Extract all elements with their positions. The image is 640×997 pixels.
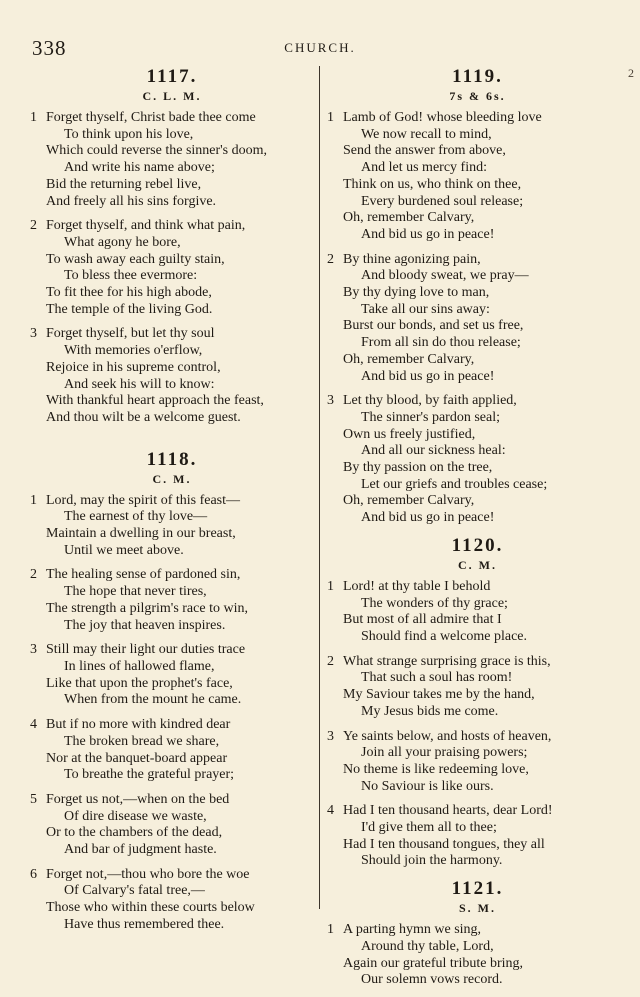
verse-line: The hope that never tires, [64, 584, 207, 600]
verse-line: Have thus remembered thee. [64, 916, 225, 932]
stanza [325, 654, 630, 721]
verse-line: By thine agonizing pain, [343, 251, 481, 267]
stanza-number: 1 [327, 922, 334, 938]
stanza [28, 642, 316, 709]
verse-line: Our solemn vows record. [361, 972, 503, 988]
verse-line: Should join the harmony. [361, 853, 503, 869]
stanza [325, 252, 630, 386]
verse-line: With thankful heart approach the feast, [46, 393, 264, 409]
verse-line: And bar of judgment haste. [64, 842, 217, 858]
verse-line: Had I ten thousand tongues, they all [343, 836, 545, 852]
verse-line: Lamb of God! whose bleeding love [343, 110, 542, 125]
verse-line: To fit thee for his high abode, [46, 285, 212, 301]
verse-line: And bid us go in peace! [361, 368, 495, 384]
stanza-number: 2 [30, 567, 37, 583]
stanza [28, 110, 316, 210]
stanza [325, 922, 630, 989]
stanza [28, 567, 316, 634]
stanza [325, 110, 630, 244]
verse-line: Let thy blood, by faith applied, [343, 393, 517, 409]
verse-line: And thou wilt be a welcome guest. [46, 409, 241, 425]
stanza-number: 3 [30, 642, 37, 658]
verse-line: Maintain a dwelling in our breast, [46, 526, 236, 542]
verse-line: Still may their light our duties trace [46, 642, 246, 658]
verse-line: To wash away each guilty stain, [46, 251, 225, 267]
verse-line: What strange surprising grace is this, [343, 653, 551, 669]
verse-line: Nor at the banquet-board appear [46, 750, 228, 766]
verse-line: And seek his will to know: [64, 376, 215, 392]
stanza-number: 1 [327, 110, 334, 125]
left-column [28, 66, 316, 942]
page-number: 338 [32, 36, 67, 60]
verse-line: By thy passion on the tree, [343, 460, 493, 476]
verse-line: Those who within these courts below [46, 900, 255, 916]
verse-line: The sinner's pardon seal; [361, 409, 500, 425]
verse-line: Or to the chambers of the dead, [46, 825, 223, 841]
verse-line: Which could reverse the sinner's doom, [46, 143, 268, 159]
hymn-meter: C. M. [152, 471, 192, 486]
verse-line: Forget thyself, Christ bade thee come [46, 110, 256, 125]
verse-line: And all our sickness heal: [361, 443, 506, 459]
verse-line: And let us mercy find: [361, 160, 487, 176]
stanza-number: 1 [30, 110, 37, 125]
stanza-number: 3 [327, 393, 334, 409]
hymn-number: 1118. [146, 448, 198, 470]
verse-line: Until we meet above. [64, 542, 184, 558]
stanza [325, 579, 630, 646]
stanza [325, 803, 630, 870]
stanza-number: 5 [30, 791, 37, 807]
stanza-number: 1 [327, 578, 334, 594]
verse-line: Ye saints below, and hosts of heaven, [343, 728, 552, 744]
stanza-number: 1 [30, 492, 37, 508]
verse-line: Lord! at thy table I behold [343, 578, 491, 594]
hymn-number: 1119. [452, 66, 503, 87]
verse-line: To think upon his love, [64, 126, 194, 142]
verse-line: Burst our bonds, and set us free, [343, 318, 524, 334]
verse-line: By thy dying love to man, [343, 285, 490, 301]
verse-line: We now recall to mind, [361, 126, 492, 142]
verse-line: Should find a welcome place. [361, 628, 528, 644]
hymn-1121 [325, 878, 630, 989]
hymn-meter: C. L. M. [142, 89, 202, 103]
hymn-number: 1121. [451, 878, 504, 900]
edge-mark: 2 [628, 66, 634, 80]
verse-line: Send the answer from above, [343, 143, 506, 159]
verse-line: The earnest of thy love— [64, 509, 208, 525]
verse-line: Forget thyself, and think what pain, [46, 218, 246, 234]
stanza [28, 867, 316, 934]
verse-line: Oh, remember Calvary, [343, 351, 475, 367]
stanza [325, 729, 630, 796]
verse-line: Own us freely justified, [343, 426, 476, 442]
stanza-number: 2 [327, 251, 334, 267]
verse-line: Take all our sins away: [361, 301, 490, 317]
stanza [325, 393, 630, 527]
verse-line: Oh, remember Calvary, [343, 493, 475, 509]
verse-line: When from the mount he came. [64, 692, 242, 708]
verse-line: That such a soul has room! [361, 670, 513, 686]
verse-line: Of dire disease we waste, [64, 808, 207, 824]
verse-line: Think on us, who think on thee, [343, 176, 522, 192]
verse-line: Again our grateful tribute bring, [343, 955, 524, 971]
verse-line: The joy that heaven inspires. [64, 617, 226, 633]
verse-line: Forget not,—thou who bore the woe [46, 866, 250, 882]
verse-line: And bid us go in peace! [361, 226, 495, 242]
verse-line: But if no more with kindred dear [46, 717, 231, 733]
verse-line: The wonders of thy grace; [361, 595, 508, 611]
stanza-number: 2 [30, 218, 37, 234]
verse-line: But most of all admire that I [343, 612, 502, 628]
stanza-number: 6 [30, 866, 37, 882]
verse-line: Oh, remember Calvary, [343, 210, 475, 226]
verse-line: A parting hymn we sing, [343, 922, 482, 938]
verse-line: Join all your praising powers; [361, 745, 528, 761]
verse-line: Forget us not,—when on the bed [46, 791, 230, 807]
right-column [325, 66, 630, 997]
hymn-1117 [28, 66, 316, 427]
verse-line: Around thy table, Lord, [361, 938, 494, 954]
verse-line: Lord, may the spirit of this feast— [46, 492, 241, 508]
verse-line: Of Calvary's fatal tree,— [64, 883, 205, 899]
verse-line: And bid us go in peace! [361, 510, 495, 526]
stanza-number: 2 [327, 653, 334, 669]
hymn-meter: 7s & 6s. [449, 89, 506, 103]
running-head: CHURCH. [284, 40, 356, 55]
verse-line: The broken bread we share, [64, 733, 220, 749]
verse-line: My Jesus bids me come. [361, 703, 499, 719]
verse-line: And bloody sweat, we pray— [361, 268, 529, 284]
verse-line: And freely all his sins forgive. [46, 193, 217, 209]
verse-line: Let our griefs and troubles cease; [361, 476, 548, 492]
verse-line: Every burdened soul release; [361, 193, 524, 209]
verse-line: What agony he bore, [64, 234, 181, 250]
stanza-number: 4 [30, 717, 37, 733]
verse-line: Forget thyself, but let thy soul [46, 326, 215, 342]
hymn-1120 [325, 535, 630, 870]
column-divider [319, 66, 320, 909]
hymn-number: 1117. [146, 66, 198, 87]
hymn-meter: C. M. [458, 557, 497, 572]
stanza [28, 717, 316, 784]
hymn-1119 [325, 66, 630, 527]
stanza [28, 493, 316, 560]
verse-line: No Saviour is like ours. [361, 778, 494, 794]
verse-line: With memories o'erflow, [64, 343, 203, 359]
verse-line: In lines of hallowed flame, [64, 658, 215, 674]
stanza-number: 4 [327, 803, 334, 819]
verse-line: The temple of the living God. [46, 301, 213, 317]
verse-line: The strength a pilgrim's race to win, [46, 600, 248, 616]
verse-line: Bid the returning rebel live, [46, 176, 202, 192]
hymn-number: 1120. [451, 534, 504, 556]
verse-line: Had I ten thousand hearts, dear Lord! [343, 803, 553, 819]
verse-line: To bless thee evermore: [64, 268, 198, 284]
verse-line: The healing sense of pardoned sin, [46, 567, 241, 583]
hymn-1118 [28, 449, 316, 934]
verse-line: I'd give them all to thee; [361, 820, 497, 836]
verse-line: From all sin do thou release; [361, 335, 521, 351]
verse-line: And write his name above; [64, 160, 215, 176]
verse-line: Rejoice in his supreme control, [46, 359, 221, 375]
verse-line: No theme is like redeeming love, [343, 761, 529, 777]
stanza-number: 3 [327, 728, 334, 744]
stanza [28, 218, 316, 318]
stanza [28, 326, 316, 426]
hymn-meter: S. M. [459, 901, 496, 916]
verse-line: To breathe the grateful prayer; [64, 767, 235, 783]
verse-line: Like that upon the prophet's face, [46, 675, 233, 691]
stanza [28, 792, 316, 859]
stanza-number: 3 [30, 326, 37, 342]
verse-line: My Saviour takes me by the hand, [343, 687, 535, 703]
